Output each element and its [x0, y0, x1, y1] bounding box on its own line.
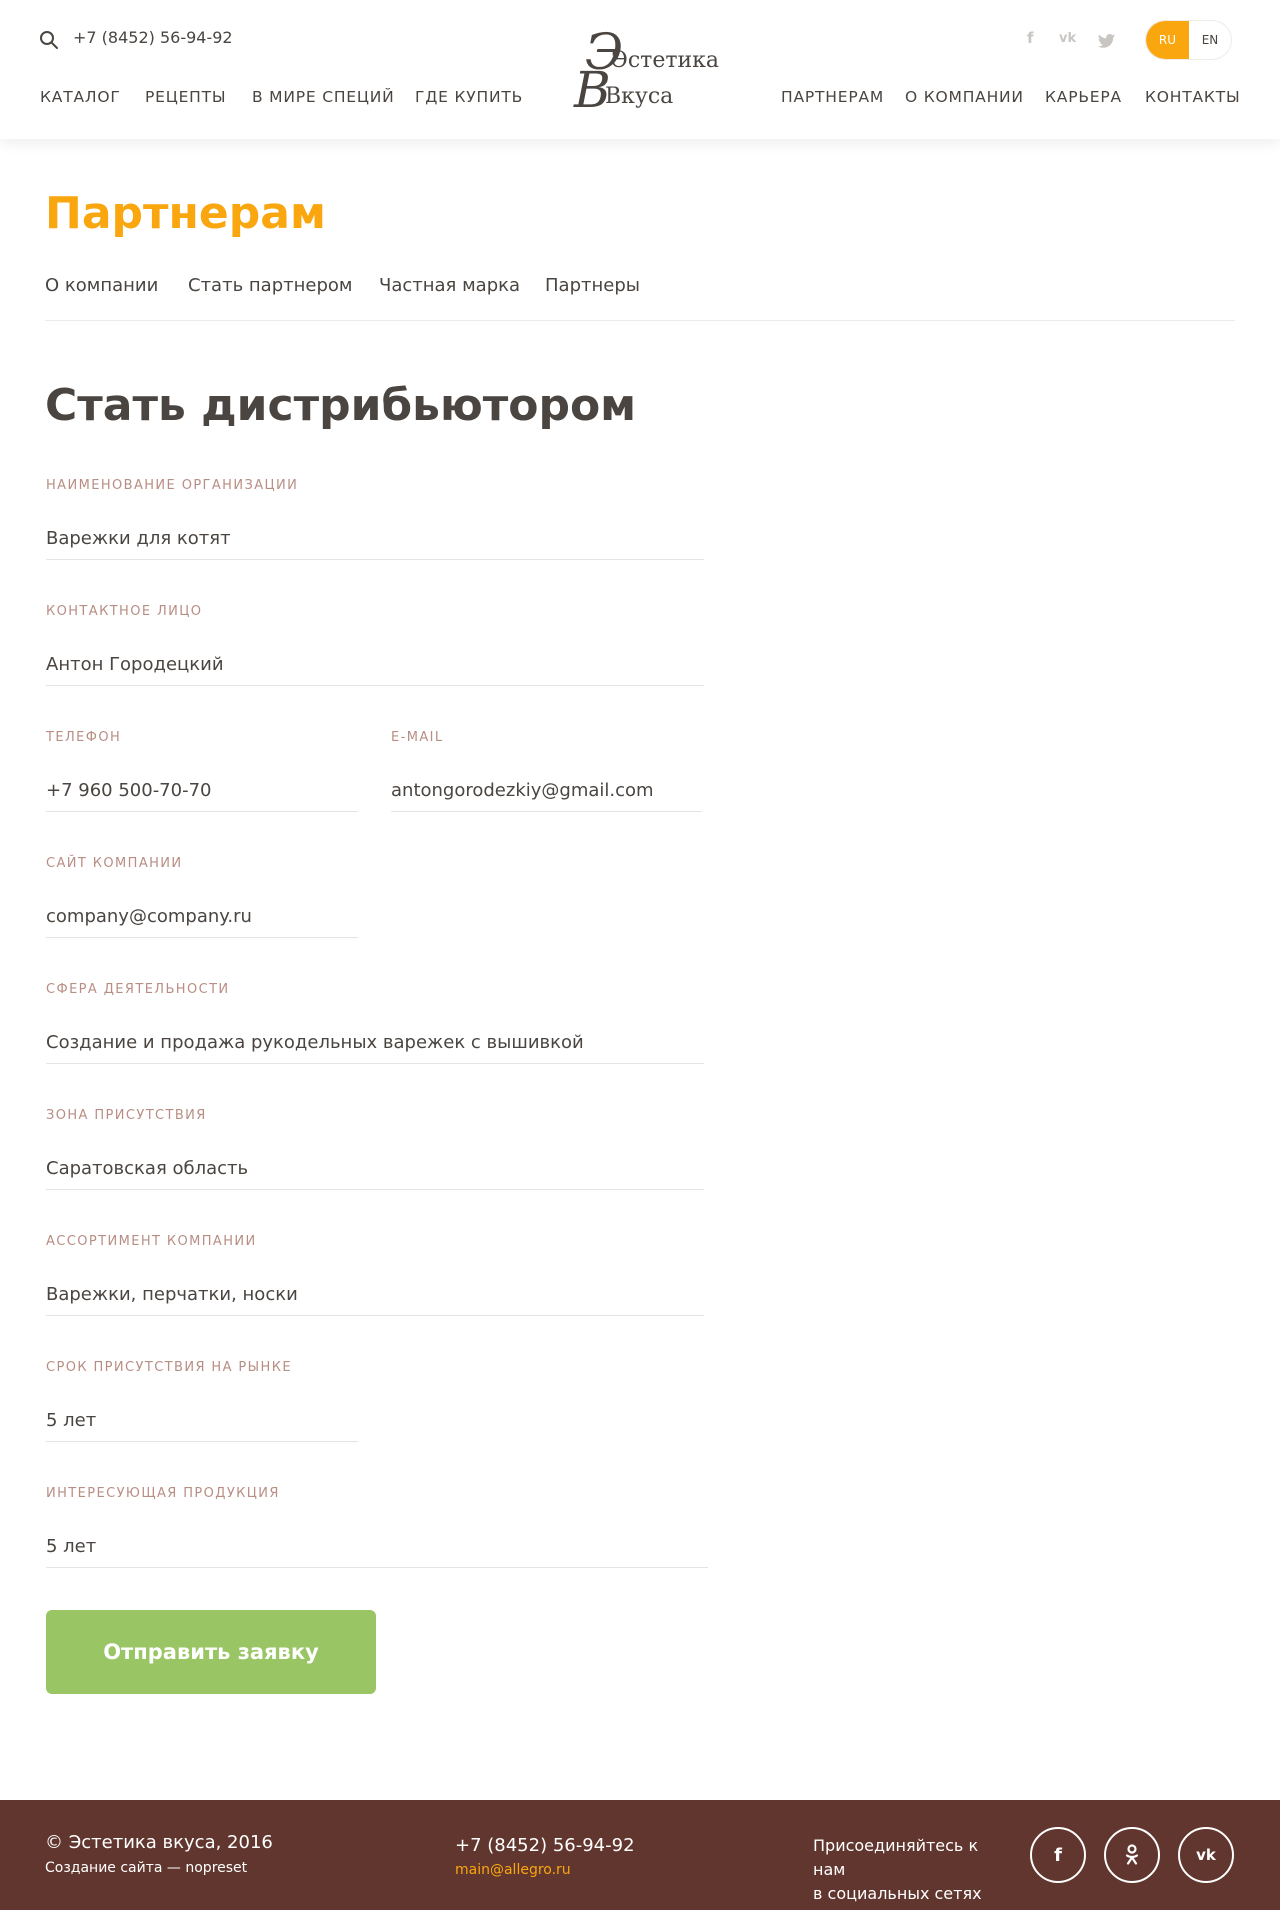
- field-interested-products: [46, 1486, 708, 1574]
- subnav-about[interactable]: О компании: [45, 275, 159, 296]
- vk-icon[interactable]: vk: [1059, 31, 1077, 46]
- presence-zone-input[interactable]: [46, 1148, 704, 1190]
- nav-recipes[interactable]: РЕЦЕПТЫ: [145, 88, 227, 106]
- subnav-partners[interactable]: Партнеры: [545, 275, 640, 296]
- nav-about[interactable]: О КОМПАНИИ: [905, 88, 1024, 106]
- field-label: АССОРТИМЕНТ КОМПАНИИ: [46, 1234, 257, 1249]
- footer-phone[interactable]: +7 (8452) 56-94-92: [455, 1835, 635, 1856]
- field-presence-zone: [46, 1108, 704, 1196]
- logo-text-line2: Вкуса: [605, 84, 674, 109]
- subnav-private-label[interactable]: Частная марка: [379, 275, 521, 296]
- facebook-icon[interactable]: f: [1030, 1827, 1086, 1883]
- field-label: КОНТАКТНОЕ ЛИЦО: [46, 604, 203, 619]
- field-contact-person: [46, 604, 704, 692]
- activity-input[interactable]: [46, 1022, 704, 1064]
- subnav-become-partner[interactable]: Стать партнером: [188, 275, 353, 296]
- field-label: ТЕЛЕФОН: [46, 730, 122, 745]
- nav-spices-world[interactable]: В МИРЕ СПЕЦИЙ: [252, 88, 395, 106]
- site-footer: [0, 1800, 1280, 1910]
- contact-person-input[interactable]: [46, 644, 704, 686]
- field-market-duration: [46, 1360, 358, 1448]
- field-website: [46, 856, 358, 944]
- nav-partners[interactable]: ПАРТНЕРАМ: [781, 88, 885, 106]
- field-label: ИНТЕРЕСУЮЩАЯ ПРОДУКЦИЯ: [46, 1486, 280, 1501]
- footer-email[interactable]: main@allegro.ru: [455, 1862, 571, 1878]
- website-input[interactable]: [46, 896, 358, 938]
- field-activity: [46, 982, 704, 1070]
- field-label: СФЕРА ДЕЯТЕЛЬНОСТИ: [46, 982, 230, 997]
- field-label: НАИМЕНОВАНИЕ ОРГАНИЗАЦИИ: [46, 478, 299, 493]
- assortment-input[interactable]: [46, 1274, 704, 1316]
- logo[interactable]: [571, 24, 720, 114]
- field-organization: [46, 478, 704, 566]
- field-label: САЙТ КОМПАНИИ: [46, 856, 183, 871]
- phone-input[interactable]: [46, 770, 358, 812]
- footer-credit[interactable]: Создание сайта — nopreset: [45, 1860, 248, 1876]
- header-phone[interactable]: +7 (8452) 56-94-92: [73, 28, 233, 47]
- footer-join-line1: Присоединяйтесь к нам: [813, 1836, 979, 1879]
- language-switch: [1145, 20, 1232, 60]
- svg-text:Э: Э: [585, 24, 624, 81]
- footer-copyright: © Эстетика вкуса, 2016: [45, 1832, 273, 1853]
- svg-text:В: В: [574, 61, 611, 114]
- nav-career[interactable]: КАРЬЕРА: [1045, 88, 1122, 106]
- form-title: Стать дистрибьютором: [45, 380, 637, 431]
- facebook-icon[interactable]: f: [1027, 29, 1034, 47]
- lang-en[interactable]: EN: [1201, 33, 1219, 47]
- field-email: [391, 730, 702, 818]
- email-input[interactable]: [391, 770, 702, 812]
- vk-icon[interactable]: vk: [1178, 1827, 1234, 1883]
- field-assortment: [46, 1234, 704, 1322]
- site-header: [0, 0, 1280, 139]
- section-title: Партнерам: [45, 188, 326, 239]
- lang-ru[interactable]: RU: [1146, 21, 1189, 59]
- footer-join-text: [813, 1834, 1013, 1906]
- field-label: СРОК ПРИСУТСТВИЯ НА РЫНКЕ: [46, 1360, 292, 1375]
- logo-text-line1: Эстетика: [611, 48, 720, 73]
- odnoklassniki-icon[interactable]: [1104, 1827, 1160, 1883]
- submit-button[interactable]: Отправить заявку: [46, 1610, 376, 1694]
- divider: [45, 320, 1235, 321]
- interested-products-input[interactable]: [46, 1526, 708, 1568]
- nav-contacts[interactable]: КОНТАКТЫ: [1145, 88, 1241, 106]
- field-label: E-MAIL: [391, 730, 444, 745]
- nav-catalog[interactable]: КАТАЛОГ: [40, 88, 121, 106]
- organization-input[interactable]: [46, 518, 704, 560]
- market-duration-input[interactable]: [46, 1400, 358, 1442]
- field-label: ЗОНА ПРИСУТСТВИЯ: [46, 1108, 207, 1123]
- footer-join-line2: в социальных сетях: [813, 1884, 982, 1903]
- odnoklassniki-glyph: [1125, 1844, 1139, 1866]
- search-icon[interactable]: [39, 30, 59, 50]
- field-phone: [46, 730, 358, 818]
- nav-where-to-buy[interactable]: ГДЕ КУПИТЬ: [415, 88, 524, 106]
- twitter-icon[interactable]: [1098, 31, 1116, 51]
